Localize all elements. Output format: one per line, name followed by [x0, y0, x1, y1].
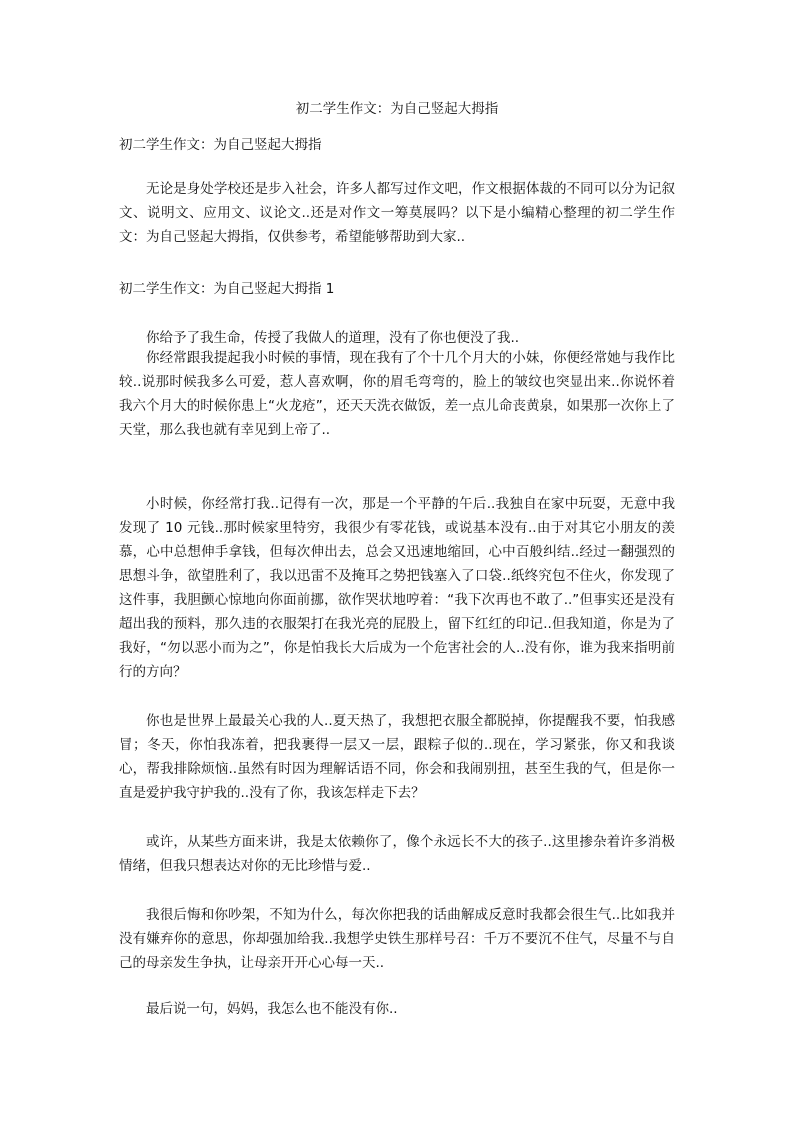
body-paragraph-1: 你给予了我生命，传授了我做人的道理，没有了你也便没了我..: [146, 330, 520, 346]
body-paragraph-5: 或许，从某些方面来讲，我是太依赖你了，像个永远长不大的孩子..这里掺杂着许多消极情绪，但我只想表达对你的无比珍惜与爱..: [119, 834, 675, 874]
intro-paragraph: 无论是身处学校还是步入社会，许多人都写过作文吧，作文根据体裁的不同可以分为记叙文、说明文、应用文、议论文..还是对作文一筹莫展吗？以下是小编精心整理的初二学生作文：为自己竖起大拇指，仅供参考，希望能够帮助到大家..: [119, 181, 675, 245]
body-paragraph-3: 小时候，你经常打我..记得有一次，那是一个平静的午后..我独自在家中玩耍，无意中我发现了 10 元钱..那时候家里特穷，我很少有零花钱，或说基本没有..由于对其它小朋友的羡慕，心中总想伸手拿钱，但每次伸出去，总会又迅速地缩回，心中百般纠结..经过一翻强烈的思想斗争，欲望胜利了，我以迅雷不及掩耳之势把钱塞入了口袋..纸终究包不住火，你发现了这件事，我胆颤心惊地向你面前挪，欲作哭状地哼着：“我下次再也不敢了..”但事实还是没有超出我的预料，那久违的衣服架打在我光亮的屁股上，留下红红的印记..但我知道，你是为了我好，“勿以恶小而为之”，你是怕我长大后成为一个危害社会的人..没有你，谁为我来指明前行的方向？: [119, 496, 675, 680]
body-paragraph-6: 我很后悔和你吵架，不知为什么，每次你把我的话曲解成反意时我都会很生气..比如我并没有嫌弃你的意思，你却强加给我..我想学史铁生那样号召：千万不要沉不住气，尽量不与自己的母亲发生争执，让母亲开开心心每一天..: [119, 907, 675, 971]
document-subtitle: 初二学生作文：为自己竖起大拇指: [119, 137, 322, 153]
document-title: 初二学生作文：为自己竖起大拇指: [295, 101, 499, 117]
body-paragraph-2: 你经常跟我提起我小时候的事情，现在我有了个十几个月大的小妹，你便经常她与我作比较..说那时候我多么可爱，惹人喜欢啊，你的眉毛弯弯的，脸上的皱纹也突显出来..你说怀着我六个月大的时候你患上“火龙疮”，还天天洗衣做饭，差一点儿命丧黄泉，如果那一次你上了天堂，那么我也就有幸见到上帝了..: [119, 350, 675, 438]
section-heading: 初二学生作文：为自己竖起大拇指 1: [119, 281, 335, 297]
body-paragraph-4: 你也是世界上最最关心我的人..夏天热了，我想把衣服全都脱掉，你提醒我不要，怕我感冒；冬天，你怕我冻着，把我裹得一层又一层，跟粽子似的..现在，学习紧张，你又和我谈心，帮我排除烦恼..虽然有时因为理解话语不同，你会和我闹别扭，甚至生我的气，但是你一直是爱护我守护我的..没有了你，我该怎样走下去？: [119, 713, 675, 801]
body-paragraph-7: 最后说一句，妈妈，我怎么也不能没有你..: [146, 1001, 398, 1017]
